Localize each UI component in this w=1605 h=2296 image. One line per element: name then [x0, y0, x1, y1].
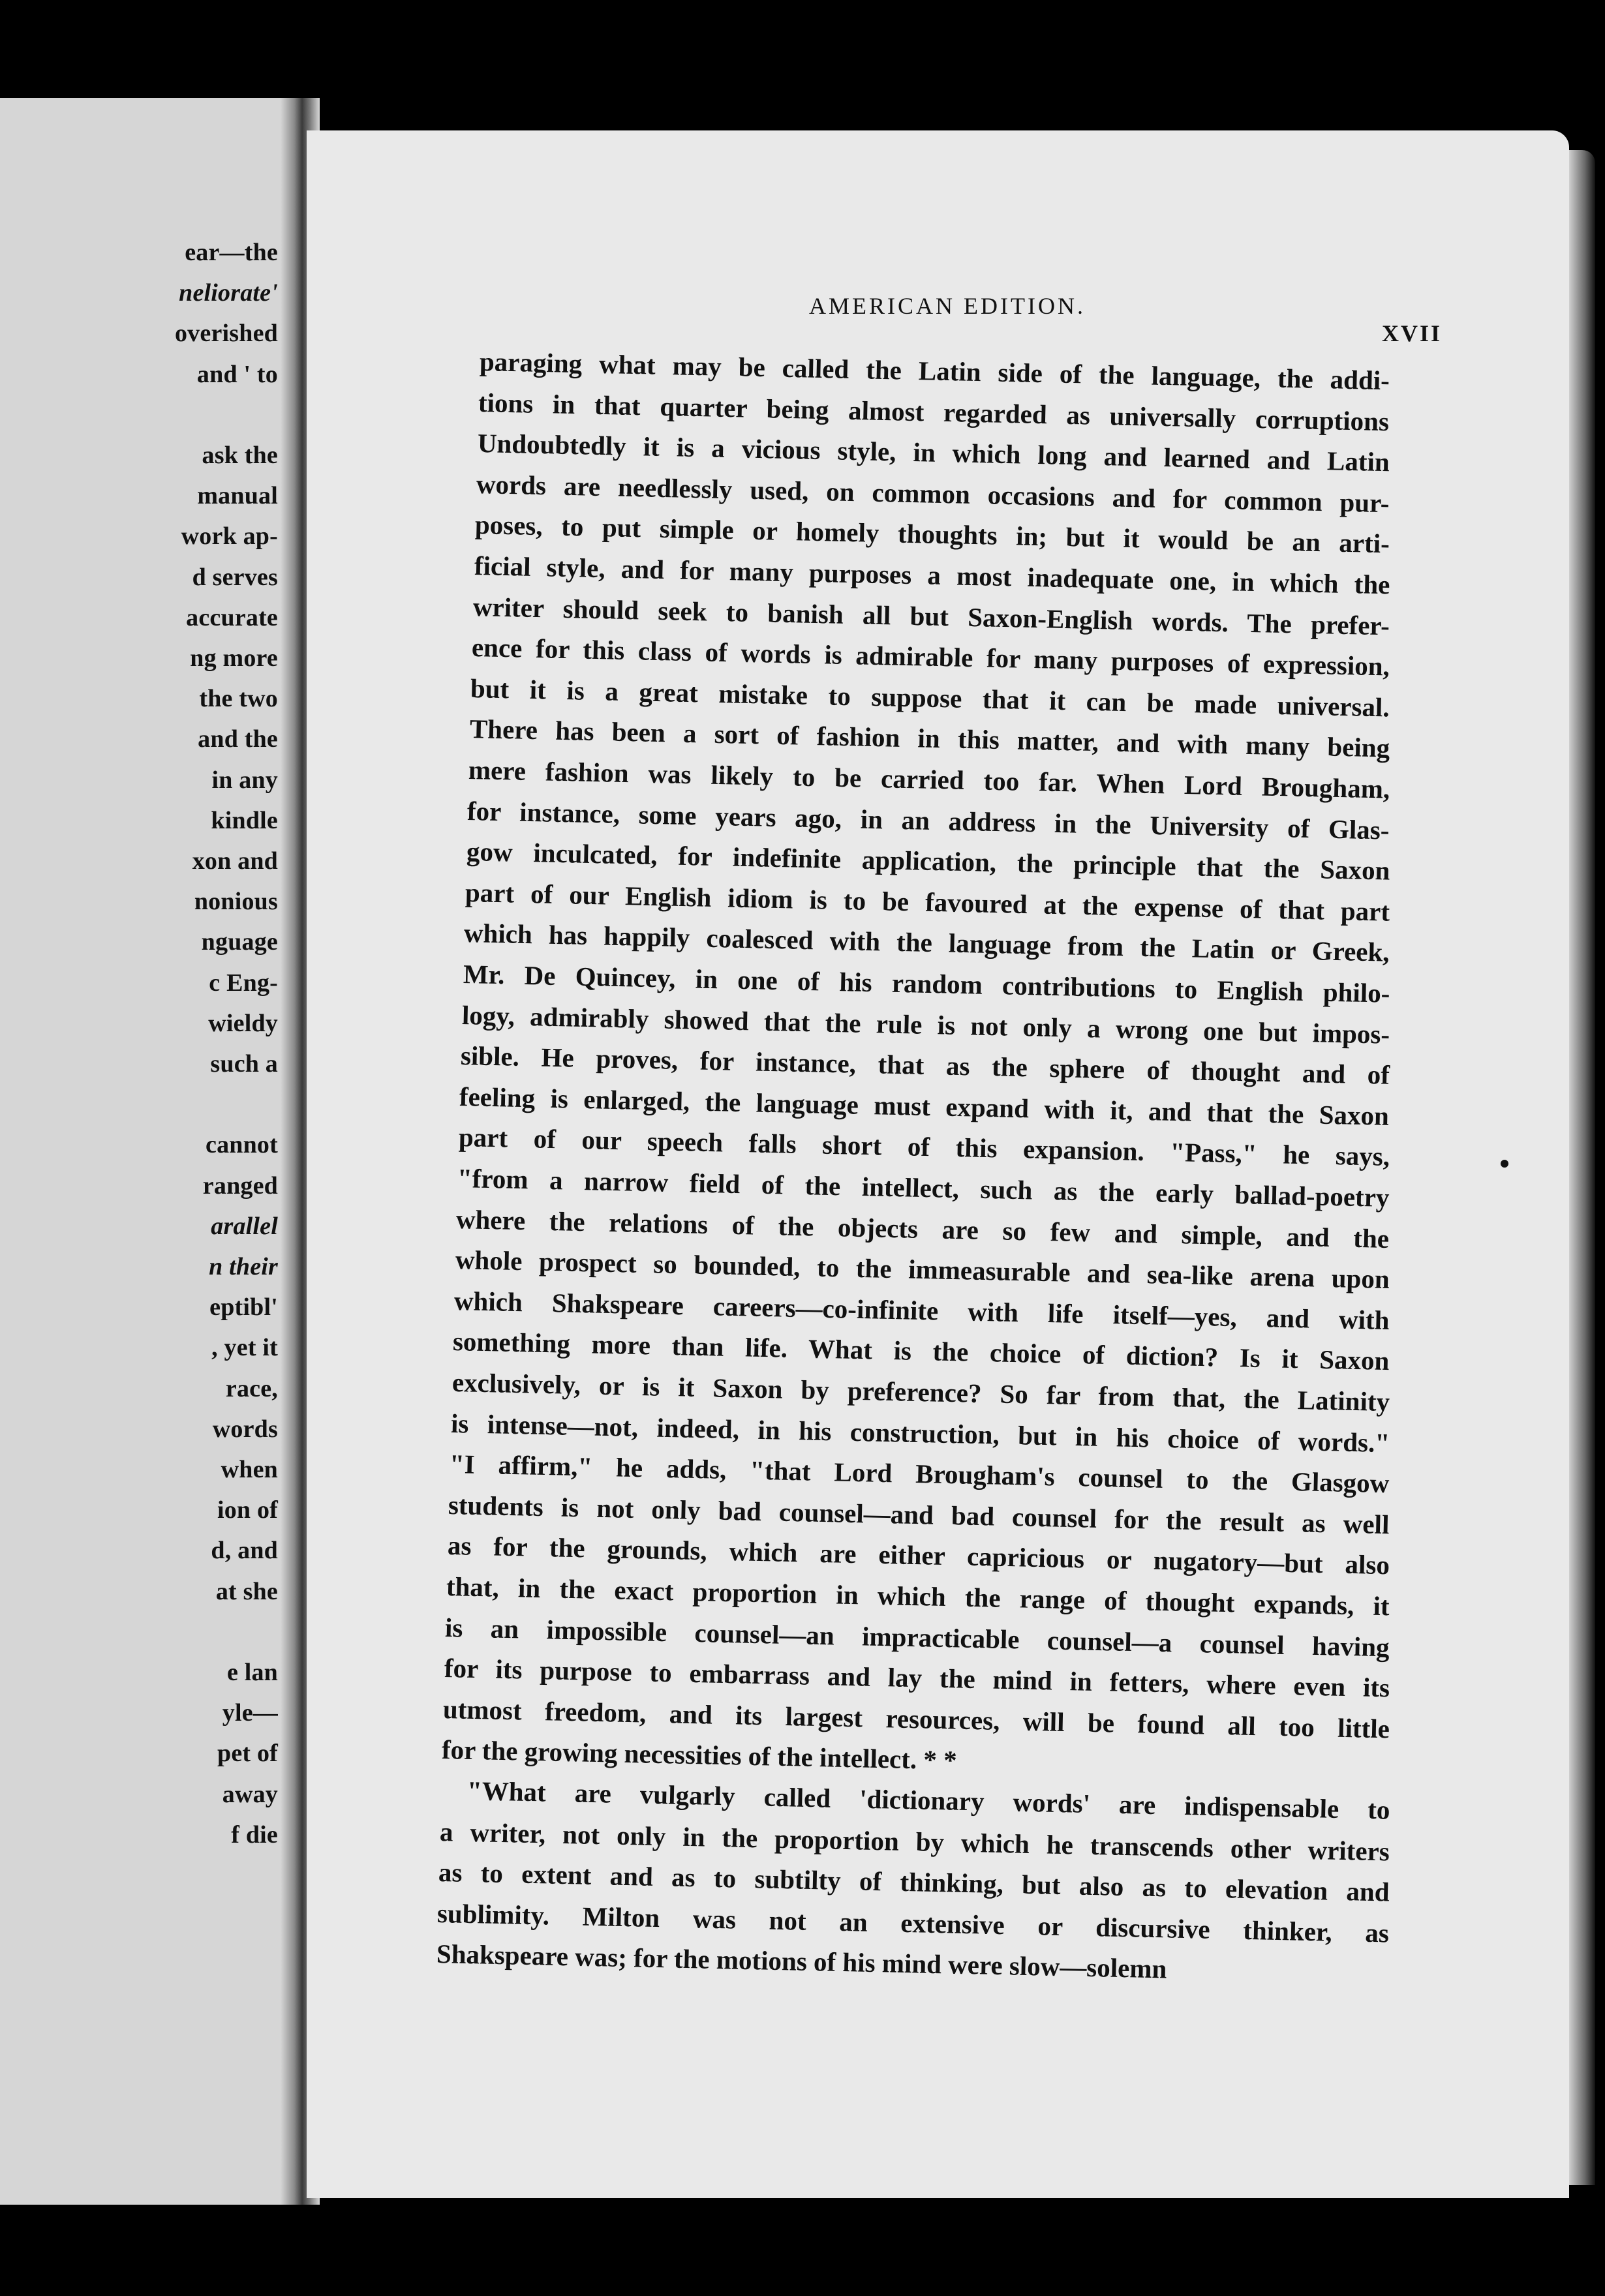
body-line: part of our English idiom is to be favoured at the expense of that part [465, 877, 1390, 927]
body-line: sible. He proves, for instance, that as the sphere of thought and of [460, 1040, 1390, 1091]
page-edge-shadow [1569, 150, 1595, 2185]
left-page-line: such a [210, 1050, 278, 1078]
left-page-line: pet of [217, 1740, 278, 1768]
left-page-line: cannot [206, 1131, 278, 1159]
body-line: as to extent and as to subtilty of thinking, but also as to elevation and [438, 1857, 1390, 1907]
left-page-line: work ap- [181, 522, 278, 551]
body-line: There has been a sort of fashion in this matter, and with many being [469, 714, 1390, 763]
left-page-line: yle— [222, 1699, 278, 1727]
body-line: "What are vulgarly called 'dictionary words' are indispensable to [466, 1775, 1390, 1825]
left-page-line: e lan [226, 1659, 278, 1686]
body-line: something more than life. What is the choice of diction? Is it Saxon [452, 1326, 1390, 1376]
left-page-line: manual [197, 482, 278, 510]
left-page-line: ion of [217, 1496, 278, 1524]
body-line: whole prospect so bounded, to the immeasurable and sea-like arena upon [455, 1245, 1390, 1295]
left-page-line: n their [209, 1253, 278, 1280]
body-line: for instance, some years ago, in an address in the University of Glas- [466, 795, 1390, 845]
body-line: gow inculcated, for indefinite application, the principle that the Saxon [466, 836, 1390, 886]
body-line: that, in the exact proportion in which the range of thought expands, it [446, 1571, 1390, 1622]
left-page-line: ask the [202, 442, 278, 469]
left-page-line: away [222, 1780, 278, 1808]
left-page-line: ranged [202, 1171, 278, 1200]
body-line: writer should seek to banish all but Saxon-English words. The prefer- [472, 591, 1390, 641]
body-line: words are needlessly used, on common occasions and for common pur- [476, 468, 1390, 519]
page-number: XVII [1382, 320, 1443, 346]
body-line: part of our speech falls short of this expansion. "Pass," he says, [458, 1122, 1390, 1172]
body-line: is an impossible counsel—an impracticable counsel—a counsel having [444, 1612, 1390, 1662]
body-line: Undoubtedly it is a vicious style, in which long and learned and Latin [477, 428, 1390, 477]
body-line: exclusively, or is it Saxon by preference? So far from that, the Latinity [451, 1367, 1390, 1417]
body-line: which Shakspeare careers—co-infinite with life itself—yes, and with [453, 1285, 1390, 1335]
left-page-line: wieldy [208, 1009, 278, 1037]
left-page-line: kindle [211, 806, 278, 834]
left-page-line: d, and [211, 1537, 278, 1565]
left-page-line: c Eng- [209, 969, 278, 997]
left-page-line: words [212, 1415, 278, 1443]
body-line: feeling is enlarged, the language must expand with it, and that the Saxon [459, 1081, 1390, 1131]
left-page-line: ear—the [185, 239, 278, 266]
running-header: AMERICAN EDITION. [809, 293, 1086, 319]
left-page-line: nguage [201, 928, 278, 956]
left-page-line: in any [211, 766, 278, 794]
left-page-line: ng more [190, 644, 278, 672]
body-line: ficial style, and for many purposes a most inadequate one, in which the [474, 551, 1390, 600]
body-line: is intense—not, indeed, in his construction, but in his choice of words." [450, 1408, 1390, 1458]
body-line: ence for this class of words is admirable for many purposes of expression, [471, 632, 1390, 682]
left-page-line: the two [199, 685, 278, 713]
left-page-line: eptibl' [209, 1293, 278, 1322]
body-line: tions in that quarter being almost regarded as universally corruptions [478, 387, 1390, 436]
left-page-line: when [221, 1456, 278, 1483]
body-line: "from a narrow field of the intellect, such as the early ballad-poetry [457, 1163, 1390, 1213]
left-page-line: and the [198, 725, 278, 753]
left-page-line: race, [225, 1374, 278, 1402]
left-page-line: f die [231, 1820, 278, 1849]
body-line: "I affirm," he adds, "that Lord Brougham's counsel to the Glasgow [449, 1449, 1390, 1499]
body-line: as for the grounds, which are either capricious or nugatory—but also [447, 1530, 1390, 1580]
body-line: utmost freedom, and its largest resources, will be found all too little [442, 1693, 1390, 1744]
body-line: poses, to put simple or homely thoughts in; but it would be an arti- [474, 509, 1390, 559]
body-line: mere fashion was likely to be carried too far. When Lord Brougham, [468, 755, 1390, 804]
left-page-line: accurate [186, 603, 278, 631]
left-page-line: and ' to [196, 360, 278, 388]
left-page-line: arallel [211, 1212, 278, 1240]
left-page-line: xon and [192, 847, 278, 875]
margin-ink-spot [1501, 1160, 1508, 1168]
body-line: which has happily coalesced with the language from the Latin or Greek, [463, 918, 1390, 968]
body-line: for its purpose to embarrass and lay the mind in fetters, where even its [444, 1653, 1390, 1703]
left-page-line: overished [174, 320, 278, 348]
body-line: a writer, not only in the proportion by which he transcends other writers [439, 1816, 1390, 1867]
body-line: for the growing necessities of the intellect. * * [441, 1734, 958, 1775]
left-page-line: at she [215, 1577, 278, 1605]
body-line: logy, admirably showed that the rule is not only a wrong one but impos- [461, 999, 1390, 1050]
left-page-line: nonious [194, 888, 278, 916]
left-page-line: d serves [192, 563, 278, 591]
left-facing-page [0, 98, 287, 2205]
body-line: where the relations of the objects are so few and simple, and the [455, 1203, 1390, 1254]
body-line: Mr. De Quincey, in one of his random contributions to English philo- [463, 959, 1390, 1008]
left-page-line: , yet it [211, 1334, 278, 1362]
body-line: but it is a great mistake to suppose that it can be made universal. [470, 672, 1390, 723]
body-line: students is not only bad counsel—and bad counsel for the result as well [448, 1489, 1390, 1540]
left-page-line: neliorate' [179, 279, 278, 307]
body-line: sublimity. Milton was not an extensive or discursive thinker, as [436, 1897, 1390, 1948]
body-line: Shakspeare was; for the motions of his mind were slow—solemn [436, 1939, 1167, 1984]
body-line: paraging what may be called the Latin side of the language, the addi- [479, 346, 1390, 396]
